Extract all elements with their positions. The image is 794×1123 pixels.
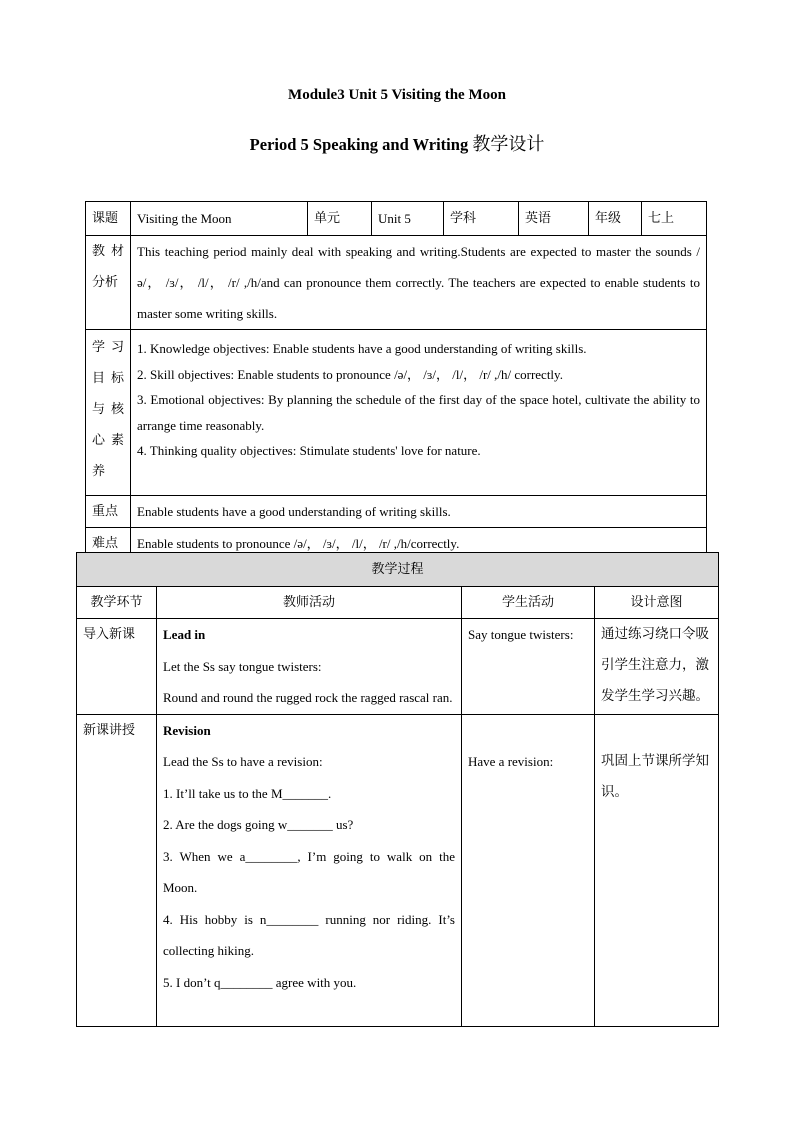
column-header: 学生活动 xyxy=(462,587,595,619)
column-header: 教师活动 xyxy=(157,587,462,619)
subject-value: 英语 xyxy=(519,202,589,236)
unit-label: 单元 xyxy=(308,202,372,236)
teacher-activity-cell xyxy=(157,619,462,715)
design-intent-cell xyxy=(595,714,719,1026)
objectives-list xyxy=(131,330,707,496)
activity-title: Revision xyxy=(163,722,211,738)
activity-line: Let the Ss say tongue twisters: xyxy=(163,658,322,674)
table-row xyxy=(77,619,719,715)
analysis-text: This teaching period mainly deal with speaking and writing.Students are expected to master the sounds /ə/， /ɜ/， /l/， /r/ ,/h/and can pronounce them correctly. The teachers are expected to enable students to master some writing skills. xyxy=(131,236,707,330)
student-activity-cell: Say tongue twisters: xyxy=(462,619,595,715)
objectives-label: 学习 目 标 与 核 心 素 养 xyxy=(86,330,131,496)
design-intent-text: 巩固上节课所学知识。 xyxy=(601,752,709,800)
process-header-row xyxy=(77,553,719,587)
process-header: 教学过程 xyxy=(77,553,719,587)
topic-value: Visiting the Moon xyxy=(131,202,308,236)
activity-line: 2. Are the dogs going w_______ us? xyxy=(163,817,354,832)
activity-line: 3. When we a________, I’m going to walk on the Moon. xyxy=(163,848,455,895)
activity-line: Lead the Ss to have a revision: xyxy=(163,754,323,769)
objective-item: 2. Skill objectives: Enable students to pronounce /ə/， /ɜ/， /l/， /r/ ,/h/ correctly. xyxy=(137,366,563,382)
activity-line: Round and round the rugged rock the ragged rascal ran. xyxy=(163,690,453,705)
grade-label: 年级 xyxy=(589,202,642,236)
analysis-label: 教 材 分析 xyxy=(86,236,131,330)
column-header: 教学环节 xyxy=(77,587,157,619)
activity-line: 5. I don’t q________ agree with you. xyxy=(163,974,357,990)
key-point-row xyxy=(86,496,707,528)
design-intent-cell: 通过练习绕口令吸引学生注意力，激发学生学习兴趣。 xyxy=(595,619,719,715)
student-activity-cell xyxy=(462,714,595,1026)
stage-cell: 导入新课 xyxy=(77,619,157,715)
stage-cell: 新课讲授 xyxy=(77,714,157,1026)
unit-value: Unit 5 xyxy=(372,202,444,236)
subject-label: 学科 xyxy=(444,202,519,236)
subtitle-chinese: 教学设计 xyxy=(472,134,545,155)
key-point-text: Enable students have a good understanding of writing skills. xyxy=(131,496,707,528)
difficulty-text: Enable students to pronounce /ə/， /ɜ/， /l/， /r/ ,/h/correctly. xyxy=(131,528,707,560)
objective-item: 3. Emotional objectives: By planning the schedule of the first day of the space hotel, cultivate the ability to arrange time reasonably. xyxy=(137,392,700,433)
activity-line: 4. His hobby is n________ running nor riding. It’s collecting hiking. xyxy=(163,911,455,958)
analysis-row xyxy=(86,236,707,330)
column-header-row xyxy=(77,587,719,619)
grade-value: 七上 xyxy=(642,202,707,236)
teaching-process-table xyxy=(76,552,719,1027)
subtitle-english: Period 5 Speaking and Writing xyxy=(249,135,473,154)
objectives-row xyxy=(86,330,707,496)
activity-title: Lead in xyxy=(163,627,206,642)
course-info-table xyxy=(85,201,707,560)
table-row xyxy=(77,714,719,1026)
info-row xyxy=(86,202,707,236)
teacher-activity-cell xyxy=(157,714,462,1026)
objective-item: 4. Thinking quality objectives: Stimulate students' love for nature. xyxy=(137,443,481,458)
document-subtitle xyxy=(0,130,794,156)
student-activity-text: Have a revision: xyxy=(468,754,554,769)
document-title: Module3 Unit 5 Visiting the Moon xyxy=(288,87,506,103)
column-header: 设计意图 xyxy=(595,587,719,619)
topic-label: 课题 xyxy=(86,202,131,236)
activity-line: 1. It’ll take us to the M_______. xyxy=(163,785,332,801)
difficulty-label: 难点 xyxy=(86,528,131,560)
objective-item: 1. Knowledge objectives: Enable students have a good understanding of writing skills. xyxy=(137,341,587,356)
key-point-label: 重点 xyxy=(86,496,131,528)
